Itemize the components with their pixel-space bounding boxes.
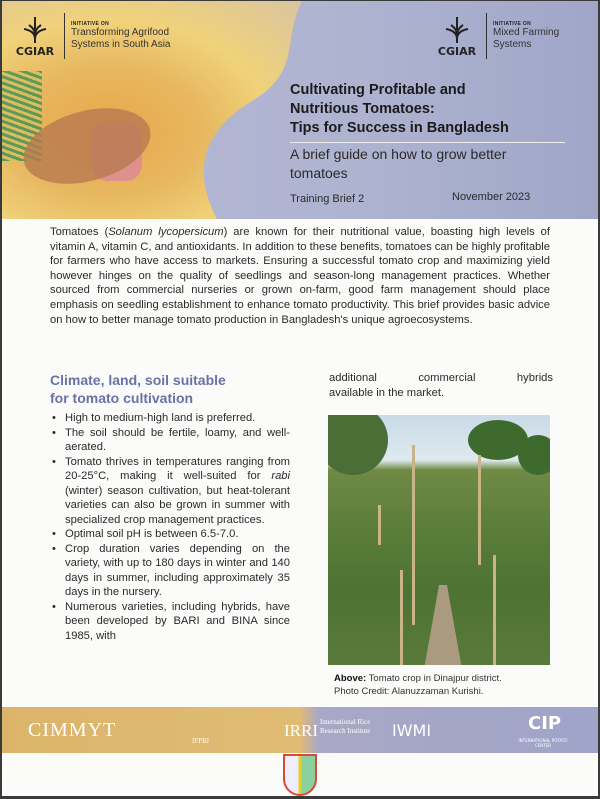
item-text: (winter) season cultivation, but heat-tolerant varieties can also be grown in summer with specialized crop management practices.: [65, 484, 290, 526]
irri-name: International Rice Research Institute: [320, 718, 371, 735]
list-item: • Numerous varieties, including hybrids, have been developed by BARI and BINA since 1985, with: [50, 600, 290, 644]
intro-paragraph: [50, 225, 550, 327]
list-item: • High to medium-high land is preferred.: [50, 411, 290, 426]
caption-label: Above:: [334, 673, 367, 684]
title-line: Tips for Success in Bangladesh: [290, 120, 509, 136]
item-emphasis: rabi: [271, 470, 290, 482]
intro-text: ) are known for their nutritional value, boasting high levels of vitamin A, vitamin C, and antioxidants. In addition to these benefits, tomatoes can be highly profitable for farmers who have access to markets. Ensuring a successful tomato crop and maximizing yield however hinges on the quality of seedlings and season-long management practices. Whether sourced from commercial nurseries or grown on-farm, good farm management should place emphasis on seedling establishment to enhance tomato productivity. This brief provides basic advice on how to better manage tomato production in Bangladesh's unique agroecosystems.: [50, 226, 550, 326]
subtitle-line: tomatoes: [290, 165, 348, 181]
title-line: Nutritious Tomatoes:: [290, 101, 435, 117]
cgiar-logo-left: [12, 13, 171, 59]
figure-caption: [334, 673, 502, 698]
bullet-list: [50, 411, 290, 643]
tomato-field-photo: [328, 415, 550, 665]
cip-name: INTERNATIONAL POTATO CENTER: [518, 738, 568, 748]
bullet-continuation: [329, 371, 553, 400]
partner-logos-band: [2, 707, 598, 753]
cgiar-logo-right: [434, 13, 559, 59]
section-heading: [50, 371, 310, 407]
header-banner: [2, 1, 598, 219]
title-rule: [290, 142, 565, 143]
continuation-line: additional commercial hybrids: [329, 372, 553, 384]
brief-page: [2, 1, 598, 796]
list-item: • Crop duration varies depending on the variety, with up to 180 days in winter and 140 days in summer, including approximately 35 days in the nursery.: [50, 542, 290, 600]
wheat-icon: [442, 15, 472, 45]
heading-line: for tomato cultivation: [50, 390, 194, 406]
series-label: Training Brief 2: [290, 193, 365, 205]
initiative-name: Transforming Agrifood: [71, 27, 170, 38]
initiative-label: INITIATIVE ON: [71, 21, 109, 27]
list-item: [50, 455, 290, 528]
list-item: • Optimal soil pH is between 6.5-7.0.: [50, 527, 290, 542]
title-line: Cultivating Profitable and: [290, 82, 466, 98]
irri-logo: IRRI: [284, 721, 318, 740]
subtitle: [290, 145, 580, 183]
divider: [486, 13, 487, 59]
initiative-label: INITIATIVE ON: [493, 21, 531, 27]
caption-text: Tomato crop in Dinajpur district.: [366, 673, 502, 684]
continuation-line: available in the market.: [329, 386, 445, 399]
initiative-name: Systems: [493, 39, 532, 50]
divider: [64, 13, 65, 59]
government-seal-logo: [283, 754, 317, 796]
cgiar-text: CGIAR: [437, 44, 477, 58]
initiative-name: Systems in South Asia: [71, 39, 171, 50]
species-name: Solanum lycopersicum: [108, 226, 224, 238]
intro-text: Tomatoes (: [50, 226, 109, 238]
subtitle-line: A brief guide on how to grow better: [290, 146, 507, 162]
ifpri-logo: IFPRI: [192, 737, 210, 745]
page-title: [290, 81, 509, 138]
cgiar-text: CGIAR: [15, 44, 55, 58]
iwmi-logo: IWMI: [392, 721, 432, 740]
publication-date: November 2023: [452, 191, 531, 203]
initiative-name: Mixed Farming: [493, 27, 560, 38]
list-item: • The soil should be fertile, loamy, and well-aerated.: [50, 426, 290, 455]
cip-logo: CIP: [528, 713, 562, 734]
cimmyt-logo: CIMMYT: [28, 719, 117, 741]
item-text: Tomato thrives in temperatures ranging from 20-25°C, making it well-suited for: [65, 455, 290, 482]
wheat-icon: [20, 15, 50, 45]
heading-line: Climate, land, soil suitable: [50, 372, 226, 388]
photo-credit: Photo Credit: Alanuzzaman Kurishi.: [334, 685, 484, 697]
